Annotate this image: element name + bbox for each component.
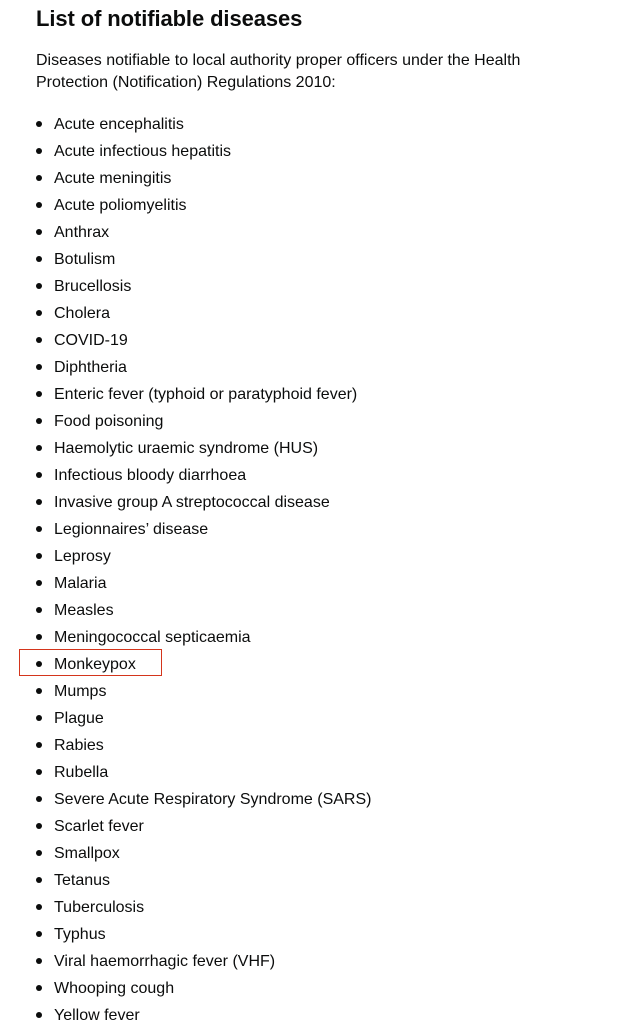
bullet-icon — [36, 499, 42, 505]
disease-name: Infectious bloody diarrhoea — [54, 467, 247, 484]
disease-name: Monkeypox — [54, 656, 136, 673]
disease-name: Acute meningitis — [54, 170, 172, 187]
list-item — [0, 894, 371, 921]
bullet-icon — [36, 634, 42, 640]
list-item — [0, 381, 371, 408]
bullet-icon — [36, 526, 42, 532]
bullet-icon — [36, 607, 42, 613]
bullet-icon — [36, 256, 42, 262]
bullet-icon — [36, 796, 42, 802]
list-item — [0, 813, 371, 840]
disease-name: Viral haemorrhagic fever (VHF) — [54, 953, 276, 970]
disease-name: Invasive group A streptococcal disease — [54, 494, 330, 511]
intro-paragraph: Diseases notifiable to local authority proper officers under the Health Protection (Notification) Regulations 2010: — [36, 52, 521, 91]
disease-name: Leprosy — [54, 548, 111, 565]
highlight-box-monkeypox — [19, 649, 162, 676]
bullet-icon — [36, 310, 42, 316]
disease-name: Tuberculosis — [54, 899, 145, 916]
bullet-icon — [36, 742, 42, 748]
bullet-icon — [36, 472, 42, 478]
list-item — [0, 489, 371, 516]
disease-name: Diphtheria — [54, 359, 127, 376]
disease-name: Severe Acute Respiratory Syndrome (SARS) — [54, 791, 372, 808]
disease-name: Haemolytic uraemic syndrome (HUS) — [54, 440, 319, 457]
disease-name: Typhus — [54, 926, 106, 943]
bullet-icon — [36, 445, 42, 451]
disease-name: Smallpox — [54, 845, 120, 862]
list-item — [0, 192, 371, 219]
disease-name: Rubella — [54, 764, 109, 781]
bullet-icon — [36, 823, 42, 829]
disease-name: Cholera — [54, 305, 111, 322]
disease-name: COVID-19 — [54, 332, 128, 349]
list-item — [0, 246, 371, 273]
list-item — [0, 273, 371, 300]
list-item — [0, 1002, 371, 1029]
list-item — [0, 705, 371, 732]
list-item — [0, 327, 371, 354]
disease-name: Legionnaires’ disease — [54, 521, 209, 538]
bullet-icon — [36, 337, 42, 343]
list-item — [0, 219, 371, 246]
disease-name: Enteric fever (typhoid or paratyphoid fever) — [54, 386, 358, 403]
list-item — [0, 435, 371, 462]
list-item — [0, 948, 371, 975]
disease-name: Malaria — [54, 575, 107, 592]
disease-name: Yellow fever — [54, 1007, 140, 1024]
list-item — [0, 921, 371, 948]
list-item — [0, 678, 371, 705]
list-item — [0, 624, 371, 651]
disease-name: Brucellosis — [54, 278, 132, 295]
list-item — [0, 165, 371, 192]
bullet-icon — [36, 121, 42, 127]
list-item — [0, 300, 371, 327]
bullet-icon — [36, 283, 42, 289]
list-item — [0, 732, 371, 759]
list-item — [0, 543, 371, 570]
bullet-icon — [36, 364, 42, 370]
list-item — [0, 786, 371, 813]
list-item — [0, 597, 371, 624]
list-item — [0, 354, 371, 381]
disease-name: Scarlet fever — [54, 818, 144, 835]
disease-name: Acute infectious hepatitis — [54, 143, 231, 160]
bullet-icon — [36, 202, 42, 208]
bullet-icon — [36, 391, 42, 397]
bullet-icon — [36, 769, 42, 775]
disease-name: Meningococcal septicaemia — [54, 629, 251, 646]
disease-name: Tetanus — [54, 872, 111, 889]
disease-name: Anthrax — [54, 224, 110, 241]
disease-name: Plague — [54, 710, 104, 727]
disease-list — [0, 111, 371, 1029]
list-item — [0, 516, 371, 543]
bullet-icon — [36, 931, 42, 937]
list-item — [0, 462, 371, 489]
list-item — [0, 570, 371, 597]
disease-name: Botulism — [54, 251, 116, 268]
bullet-icon — [36, 148, 42, 154]
disease-name: Rabies — [54, 737, 104, 754]
bullet-icon — [36, 850, 42, 856]
bullet-icon — [36, 958, 42, 964]
disease-name: Measles — [54, 602, 114, 619]
bullet-icon — [36, 688, 42, 694]
list-item — [0, 759, 371, 786]
disease-name: Acute poliomyelitis — [54, 197, 187, 214]
bullet-icon — [36, 1012, 42, 1018]
page-title: List of notifiable diseases — [36, 6, 303, 31]
list-item — [0, 867, 371, 894]
disease-name: Mumps — [54, 683, 107, 700]
bullet-icon — [36, 877, 42, 883]
list-item — [0, 408, 371, 435]
bullet-icon — [36, 904, 42, 910]
bullet-icon — [36, 418, 42, 424]
list-item — [0, 975, 371, 1002]
disease-name: Acute encephalitis — [54, 116, 184, 133]
bullet-icon — [36, 985, 42, 991]
list-item — [0, 111, 371, 138]
bullet-icon — [36, 580, 42, 586]
bullet-icon — [36, 553, 42, 559]
bullet-icon — [36, 175, 42, 181]
list-item — [0, 840, 371, 867]
disease-name: Whooping cough — [54, 980, 175, 997]
disease-name: Food poisoning — [54, 413, 164, 430]
bullet-icon — [36, 229, 42, 235]
bullet-icon — [36, 715, 42, 721]
list-item — [0, 138, 371, 165]
